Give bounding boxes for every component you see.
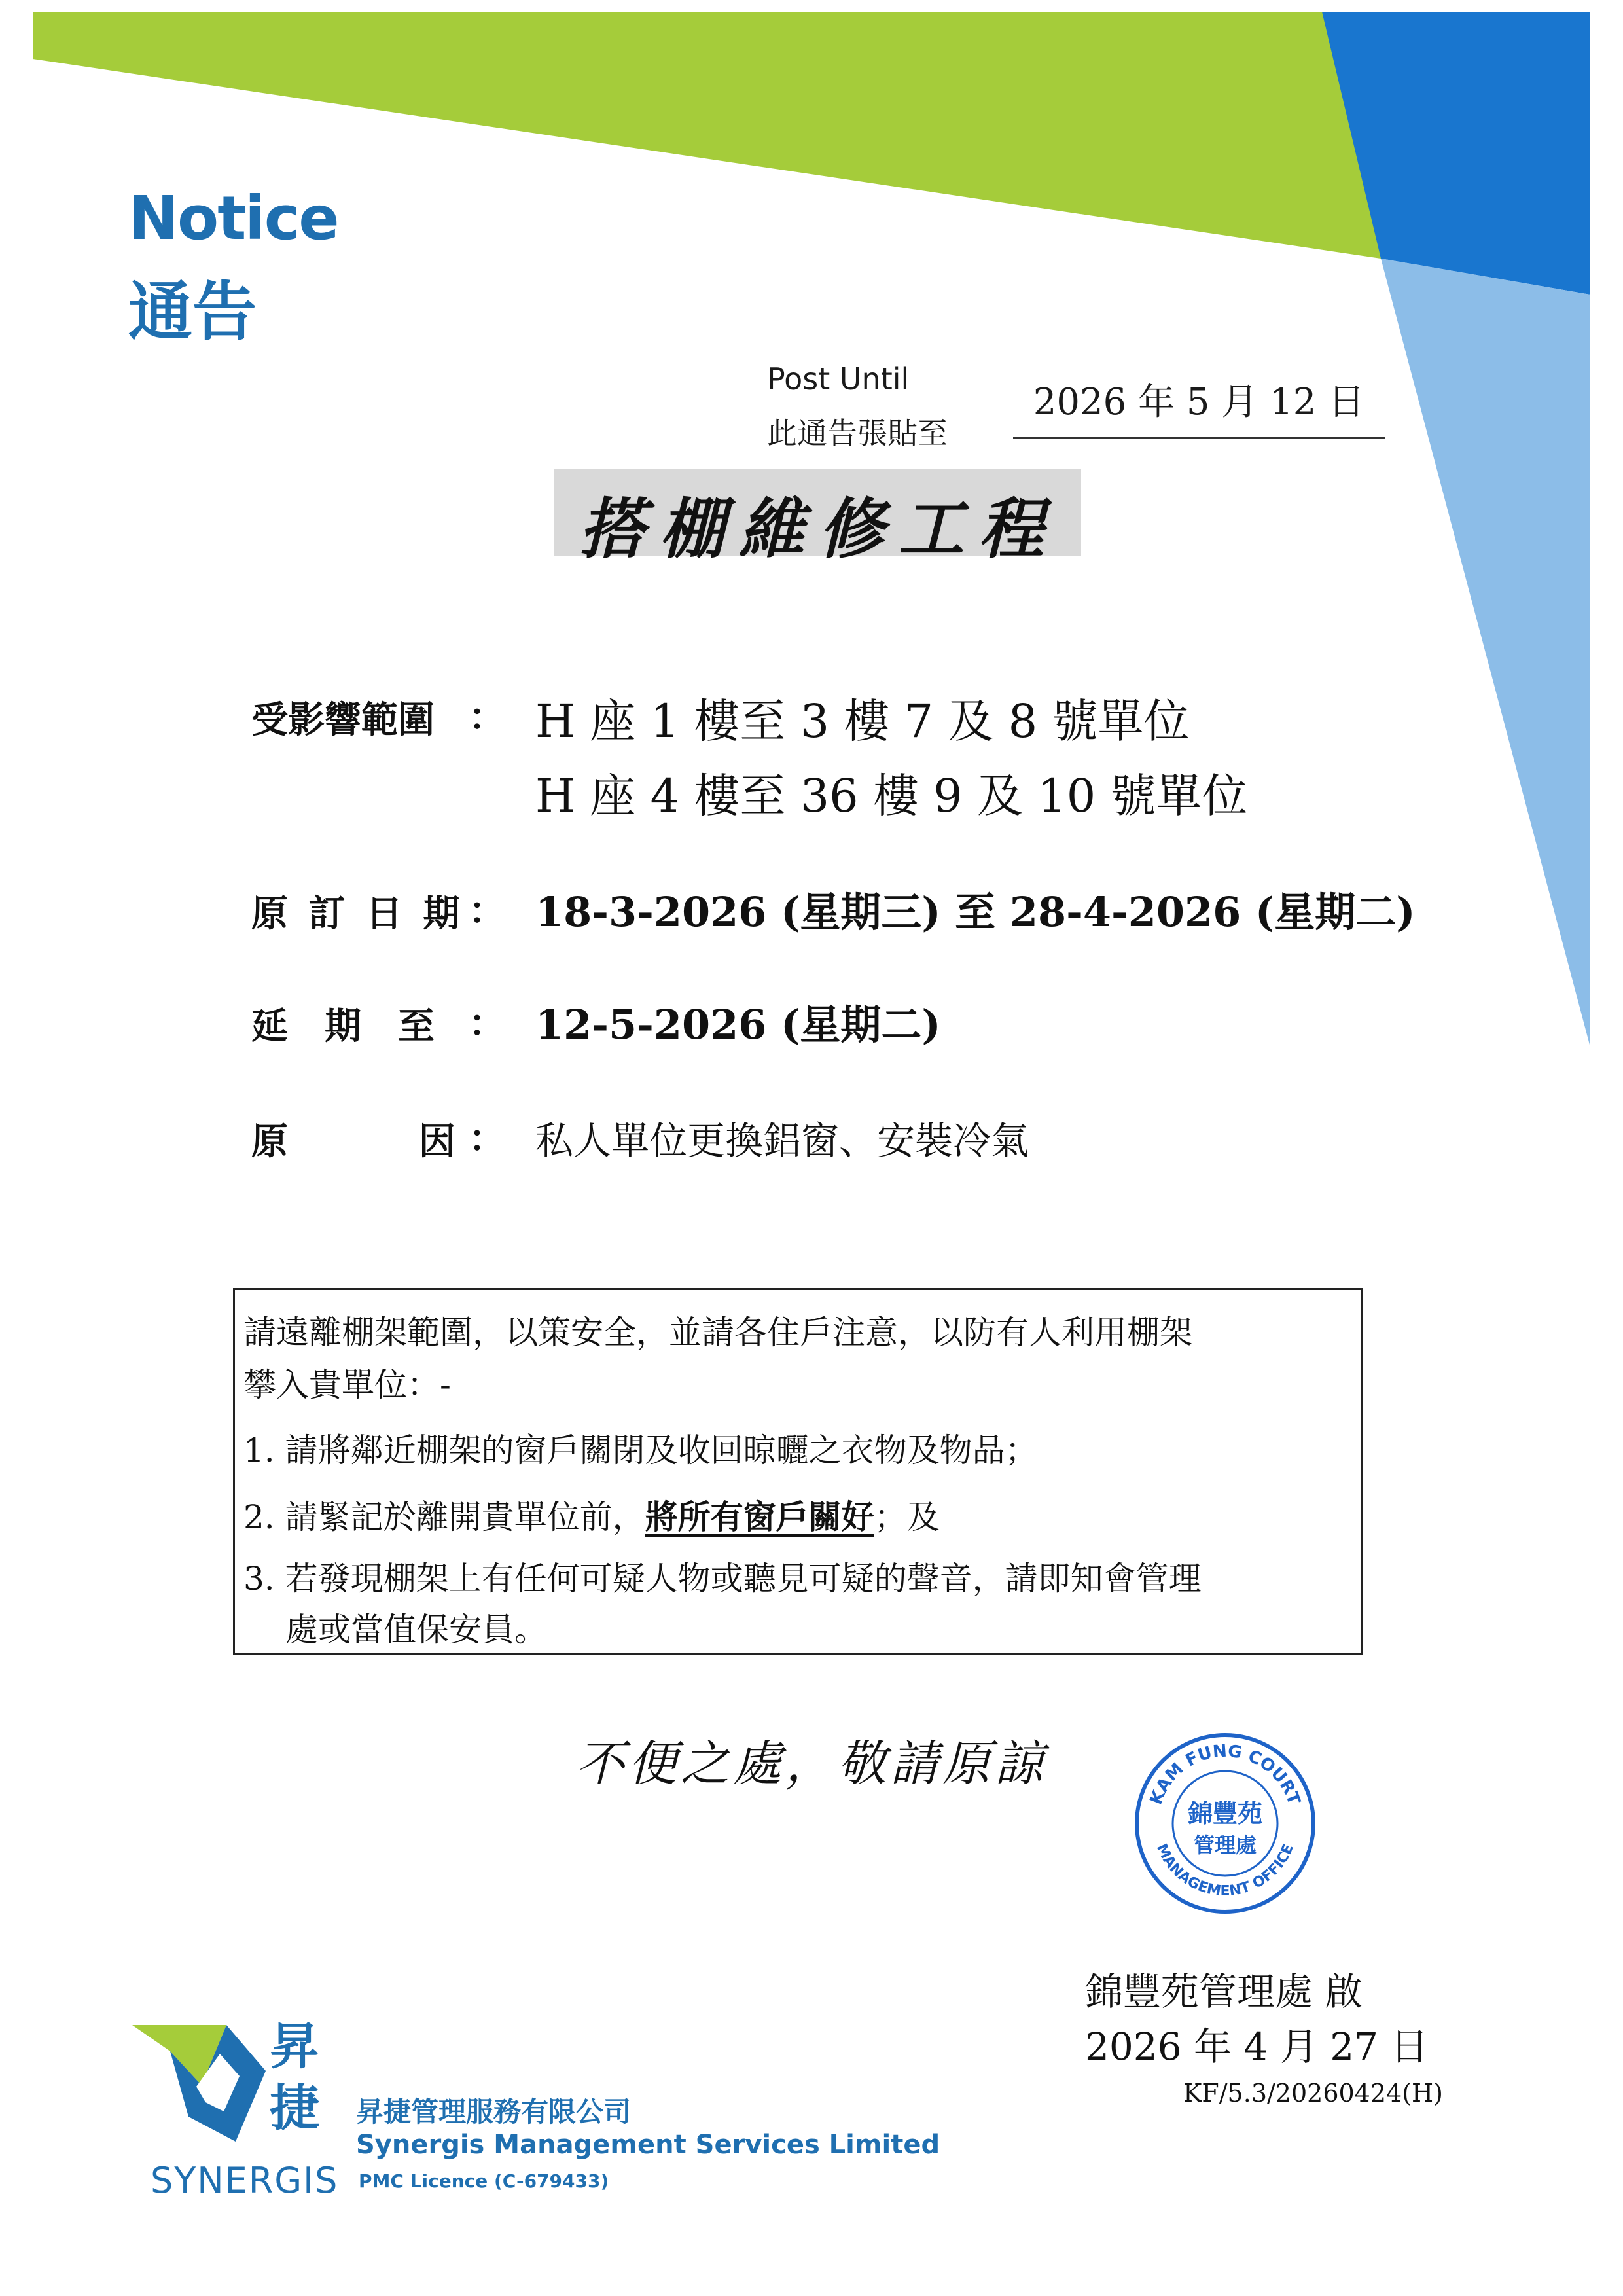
closing-apology: 不便之處，敬請原諒	[576, 1736, 1047, 1792]
original-date-colon: ：	[469, 890, 505, 933]
seal-text-bottom: MANAGEMENT OFFICE	[1152, 1841, 1298, 1900]
original-date-label: 原 訂 日 期	[251, 893, 464, 935]
safety-item-3-line-2: 處或當值保安員。	[285, 1611, 547, 1649]
affected-area-label: 受影響範圍	[251, 699, 435, 742]
seal-text-top: KAM FUNG COURT	[1146, 1741, 1304, 1808]
post-until-date: 2026 年 5 月 12 日	[1013, 373, 1385, 439]
safety-item-2-emphasis: 將所有窗戶關好	[645, 1498, 874, 1536]
notice-title: 搭棚維修工程	[579, 490, 1058, 567]
synergis-wordmark: SYNERGIS	[151, 2160, 339, 2201]
original-date-value: 18-3-2026 (星期三) 至 28-4-2026 (星期二)	[535, 888, 1416, 936]
seal-inner-line-2: 管理處	[1193, 1833, 1257, 1857]
reference-number: KF/5.3/20260424(H)	[1183, 2079, 1443, 2108]
reason-value: 私人單位更換鋁窗、安裝冷氣	[535, 1119, 1029, 1163]
post-until-label-zh: 此通告張貼至	[767, 416, 948, 451]
safety-item-2-prefix: 2. 請緊記於離開貴單位前，	[243, 1498, 645, 1536]
safety-item-1: 1. 請將鄰近棚架的窗戶關閉及收回晾曬之衣物及物品；	[243, 1431, 1038, 1469]
post-until-label-en: Post Until	[767, 361, 910, 397]
safety-intro-line-2: 攀入貴單位：-	[243, 1366, 451, 1404]
reason-label: 原	[251, 1121, 288, 1163]
notice-heading-en: Notice	[128, 183, 338, 253]
management-office-seal	[1127, 1725, 1323, 1922]
extended-to-label: 延 期 至	[251, 1005, 435, 1048]
safety-item-2-suffix: ；及	[874, 1498, 940, 1536]
synergis-brand-zh: 昇捷	[270, 2017, 319, 2137]
company-name-en: Synergis Management Services Limited	[356, 2130, 940, 2160]
pmc-licence: PMC Licence (C-679433)	[359, 2170, 609, 2192]
company-name-zh: 昇捷管理服務有限公司	[356, 2096, 632, 2128]
safety-item-3-line-1: 3. 若發現棚架上有任何可疑人物或聽見可疑的聲音，請即知會管理	[243, 1560, 1202, 1598]
seal-inner-line-1: 錦豐苑	[1187, 1799, 1263, 1828]
reason-colon: ：	[469, 1118, 505, 1160]
notice-heading-zh: 通告	[128, 275, 257, 350]
extended-to-value: 12-5-2026 (星期二)	[535, 1001, 941, 1049]
safety-intro-line-1: 請遠離棚架範圍，以策安全，並請各住戶注意，以防有人利用棚架	[243, 1314, 1192, 1352]
issue-date: 2026 年 4 月 27 日	[1085, 2024, 1429, 2069]
affected-area-line-1: H 座 1 樓至 3 樓 7 及 8 號單位	[535, 694, 1190, 748]
affected-area-colon: ：	[469, 696, 505, 739]
safety-item-2	[243, 1491, 940, 1538]
affected-area-line-2: H 座 4 樓至 36 樓 9 及 10 號單位	[535, 769, 1248, 823]
reason-label-2: 因	[419, 1121, 455, 1163]
extended-to-colon: ：	[469, 1003, 505, 1045]
synergis-logo-mark	[128, 2013, 279, 2151]
issuer-signature: 錦豐苑管理處 啟	[1085, 1969, 1363, 2014]
